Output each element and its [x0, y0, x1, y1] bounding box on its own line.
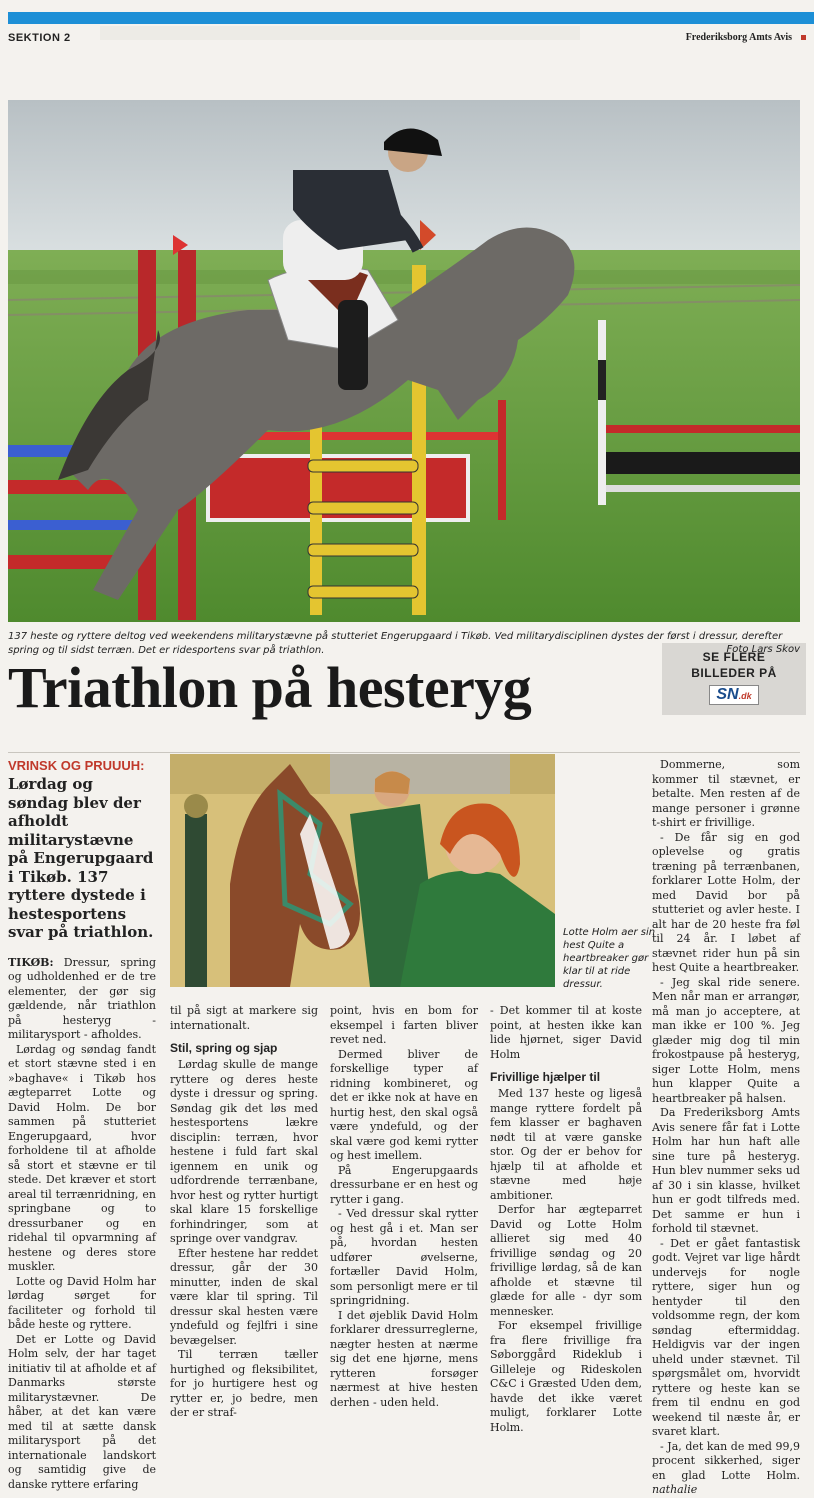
promo-line-2: BILLEDER PÅ — [691, 666, 777, 680]
logo-suffix: .dk — [738, 691, 752, 701]
column-1 — [8, 758, 156, 1492]
paragraph: Lørdag skulle de mange ryttere og deres heste dyste i dressur og spring. Søndag gik det løs med hestesportens lækre disciplin: terræn, hvor hestene i fuld fart skal igennem en unik og udfordrende terrænbane, hvor hest og rytter hurtigt skal klare 15 forskellige forhindringer, som at springe over vandgrav. — [170, 1058, 318, 1245]
subheading: Stil, spring og sjap — [170, 1041, 278, 1055]
paper-dot-icon — [801, 35, 806, 40]
newspaper-name: Frederiksborg Amts Avis — [685, 32, 792, 43]
paragraph: I det øjeblik David Holm forklarer dressurreglerne, nægter hesten at nærme sig det ene hjørne, mens rytteren forsøger nærmest at hive hesten derhen - uden held. — [330, 1308, 478, 1409]
inset-photo — [170, 754, 555, 987]
paragraph-text: - Ja, det kan de med 99,9 procent sikkerhed, siger en glad Lotte Holm. — [652, 1439, 800, 1482]
inset-photo-caption: Lotte Holm aer sin hest Quite a heartbreaker gør klar til at ride dressur. — [563, 927, 656, 990]
subheading: Frivillige hjælper til — [490, 1070, 601, 1084]
paragraph: Det er Lotte og David Holm selv, der har taget initiativ til at afholde et af Danmarks største militarystævner. De håber, at det kan være med til at sætte dansk militarysport på det internationale landskort og samtidig give de danske ryttere erfaring — [8, 1332, 156, 1491]
photo-caption: 137 heste og ryttere deltog ved weekendens militarystævne på stutteriet Engerupgaard i Tikøb. Ved militarydisciplinen dystes der først i dressur, derefter spring og til sidst terræn. Det er ridesportens svar på triathlon. — [8, 631, 783, 656]
sn-logo-icon — [709, 685, 758, 705]
paragraph: Lørdag og søndag fandt et stort stævne sted i en »baghave« i Tikøb hos ægteparret Lotte og David Holm. De bor sammen på stutteriet Engerupgaard, hvor forholdene til at afholde så stort et stævne er til stede. Det kræver et stort areal til terrænridning, en springbane og to dressurbaner og en ridehal til opvarmning af hestene og deres store muskler. — [8, 1042, 156, 1273]
lead-paragraph: Lørdag og søndag blev der afholdt militarystævne på Engerupgaard i Tikøb. 137 ryttere dystede i hestesportens svar på triathlon. — [8, 775, 154, 941]
paragraph: - Det kommer til at koste point, at hesten ikke kan lide hjørnet, siger David Holm — [490, 1004, 642, 1061]
promo-line-1: SE FLERE — [702, 650, 766, 664]
paragraph: For eksempel frivillige fra flere frivillige fra Søborggård Rideklub i Gilleleje og Rideskolen C&C i Græsted Uden dem, havde det ikke været muligt, forklarer Lotte Holm. — [490, 1319, 642, 1434]
column-2 — [170, 1004, 318, 1421]
paragraph: Lotte og David Holm har lørdag sørget for faciliteter og forhold til både heste og ryttere. — [8, 1274, 156, 1331]
paragraph: Dommerne, som kommer til stævnet, er betalte. Men resten af de mange personer i grønne t-shirt er frivillige. — [652, 758, 800, 829]
paragraph: - Det er gået fantastisk godt. Vejret var lige hårdt undervejs for nogle ryttere, siger hun og hentyder til den voldsomme regn, der kom søndag eftermiddag. Heldigvis var der ingen uheld under stævnet. Til spørgsmålet om, hvorvidt ryttere og heste kan se frem til endnu en god weekend til næste år, er svaret klart. — [652, 1236, 800, 1438]
divider — [8, 752, 800, 753]
paragraph: til på sigt at markere sig internationalt. — [170, 1004, 318, 1032]
paragraph — [652, 1440, 800, 1498]
header-strip — [100, 26, 580, 40]
section-label: SEKTION 2 — [8, 32, 71, 44]
paragraph: - Ved dressur skal rytter og hest gå i et. Man ser på, hvordan hesten udfører øvelserne, fortæller David Holm, som personligt mere er til springridning. — [330, 1207, 478, 1307]
column-3 — [330, 1004, 478, 1410]
byline: nathalie — [652, 1483, 698, 1496]
paragraph: Derfor har ægteparret David og Lotte Holm allieret sig med 40 frivillige søndag og 20 frivillige lørdag, så de kan afholde et stævne til glæde for alle - dyr som mennesker. — [490, 1203, 642, 1318]
paragraph: Til terræn tæller hurtighed og fleksibilitet, for jo hurtigere hest og rytter er, jo bedre, men der er straf- — [170, 1348, 318, 1419]
paragraph — [8, 956, 156, 1043]
paragraph: - De får sig en god oplevelse og gratis træning på terrænbanen, forklarer Lotte Holm, der med David bor på stutteriet og avler heste. I alt har de 20 heste fra føl til 24 år. I løbet af stævnet rider hun på sin hest Quite a heartbreaker. — [652, 830, 800, 974]
paragraph: Efter hestene har reddet dressur, går der 30 minutter, inden de skal være klar til spring. Til dressur skal hesten være yndefuld og fejlfri i sine bevægelser. — [170, 1246, 318, 1347]
logo-text: SN — [716, 686, 739, 703]
paragraph: På Engerupgaards dressurbane er en hest og rytter i gang. — [330, 1163, 478, 1206]
paragraph: Da Frederiksborg Amts Avis senere får fat i Lotte Holm har hun haft alle sine ture på hesteryg. Hun blev nummer seks ud af 30 i sin klasse, hvilket hun er godt tilfreds med. Det samme er hun i forhold til stævnet. — [652, 1106, 800, 1235]
dateline: TIKØB: — [8, 955, 54, 969]
paragraph: Med 137 heste og ligeså mange ryttere fordelt på fem klasser er baghaven nødt til at være ganske stor. Og der er behov for hjælp til at afholde et stævne med høje ambitioner. — [490, 1087, 642, 1202]
top-color-bar — [8, 12, 814, 24]
headline: Triathlon på hesteryg — [8, 655, 532, 720]
paragraph: Dermed bliver de forskellige typer af ridning kombineret, og det er ikke nok at have en hurtig hest, den skal også være yndefuld, og der skal være god kemi rytter og hest imellem. — [330, 1047, 478, 1162]
column-5 — [652, 758, 800, 1498]
column-4 — [490, 1004, 642, 1435]
photo-credit: Foto Lars Skov — [726, 644, 800, 655]
paragraph-text: Dressur, spring og udholdenhed er de tre elementer, der gør sig gældende, når triathlon på hesteryg - militarysport - afholdes. — [8, 955, 157, 1041]
kicker: VRINSK OG PRUUUH: — [8, 758, 145, 773]
paragraph: point, hvis en bom for eksempel i farten bliver revet ned. — [330, 1004, 478, 1046]
paragraph: - Jeg skal ride senere. Men når man er arrangør, må man jo acceptere, at man ikke er 100 %. Jeg glæder mig dog til min frokostpause på hesteryg, siger Lotte Holm, mens hun klapper Quite a heartbreaker på halsen. — [652, 975, 800, 1105]
